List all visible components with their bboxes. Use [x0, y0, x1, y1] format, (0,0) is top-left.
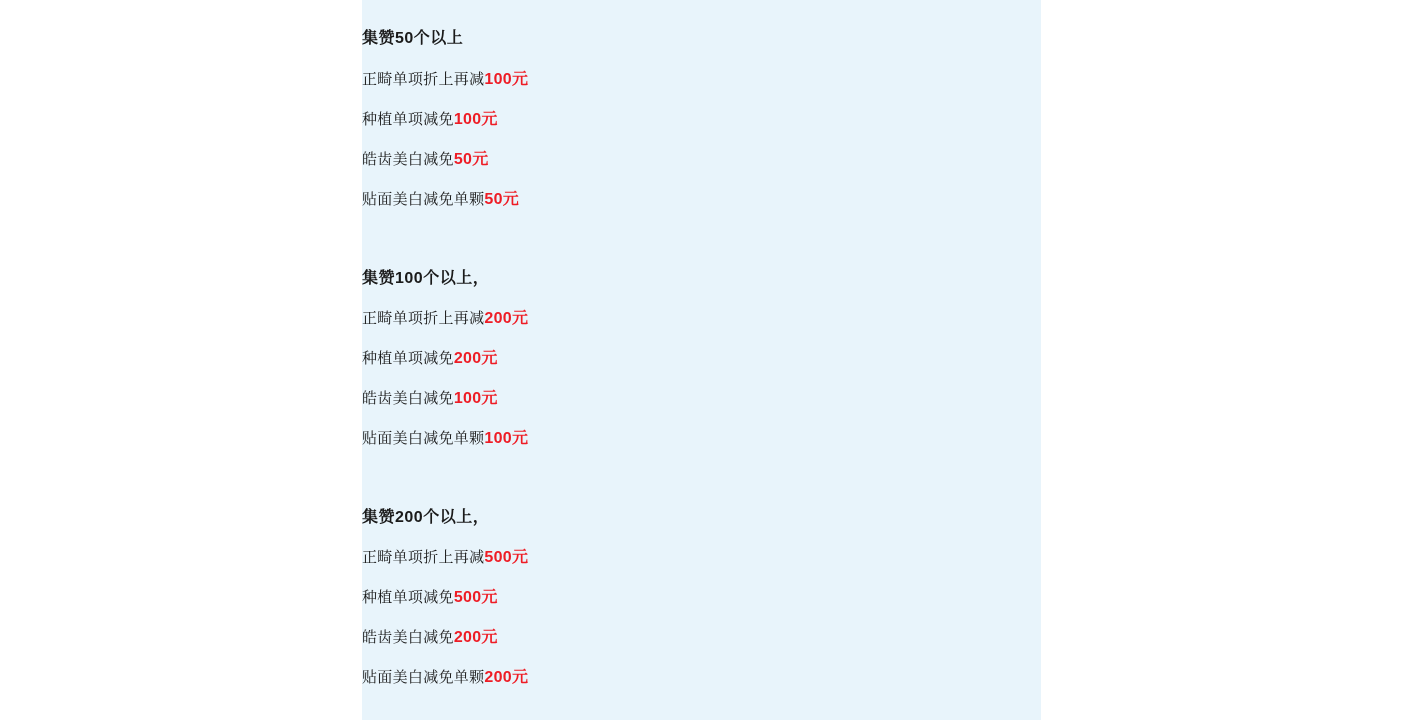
tier-1-heading: 集赞50个以上 — [362, 30, 464, 47]
tier-1-line-1-service: 正畸单项折上再减 — [362, 71, 485, 88]
tier-1-line-2-amount: 100元 — [453, 111, 498, 128]
tier-2-line-1-service: 正畸单项折上再减 — [362, 310, 485, 327]
tier-2-line-2-amount: 200元 — [453, 350, 498, 367]
tier-3-line-1-service: 正畸单项折上再减 — [362, 549, 485, 566]
tier-3-line-4-amount: 200元 — [484, 669, 529, 686]
tier-2-line-2 — [362, 351, 1041, 367]
tier-3-heading: 集赞200个以上， — [362, 509, 490, 526]
tier-3-line-1-amount: 500元 — [484, 549, 529, 566]
tier-3-line-2-amount: 500元 — [453, 589, 498, 606]
tier-1-line-4-amount: 50元 — [484, 191, 520, 208]
tier-2-line-1-amount: 200元 — [484, 310, 529, 327]
tier-2-line-2-service: 种植单项减免 — [362, 350, 454, 367]
tier-3-line-4 — [362, 670, 1041, 686]
tier-3-line-3 — [362, 630, 1041, 646]
tier-2-line-3-amount: 100元 — [453, 390, 498, 407]
tier-3-line-4-service: 贴面美白减免单颗 — [362, 669, 485, 686]
tier-1-line-1 — [362, 72, 1041, 88]
tier-1-line-3-amount: 50元 — [453, 151, 489, 168]
tier-3-line-2-service: 种植单项减免 — [362, 589, 454, 606]
tier-1-line-2 — [362, 112, 1041, 128]
tier-2-line-3-service: 皓齿美白减免 — [362, 390, 454, 407]
tier-3-line-3-service: 皓齿美白减免 — [362, 629, 454, 646]
tier-1-line-4-service: 贴面美白减免单颗 — [362, 191, 485, 208]
tier-2-heading: 集赞100个以上， — [362, 270, 490, 287]
tier-1-line-2-service: 种植单项减免 — [362, 111, 454, 128]
tier-3-line-2 — [362, 590, 1041, 606]
promotion-poster — [362, 0, 1041, 720]
tier-3-line-1 — [362, 550, 1041, 566]
tier-1-line-3 — [362, 152, 1041, 168]
tier-2-line-3 — [362, 391, 1041, 407]
tier-2-line-4-service: 贴面美白减免单颗 — [362, 430, 485, 447]
tier-1-line-1-amount: 100元 — [484, 71, 529, 88]
tier-1-line-4 — [362, 192, 1041, 208]
tier-2-line-4-amount: 100元 — [484, 430, 529, 447]
tier-2-line-4 — [362, 431, 1041, 447]
tier-3-line-3-amount: 200元 — [453, 629, 498, 646]
tier-2-line-1 — [362, 311, 1041, 327]
tier-1-line-3-service: 皓齿美白减免 — [362, 151, 454, 168]
